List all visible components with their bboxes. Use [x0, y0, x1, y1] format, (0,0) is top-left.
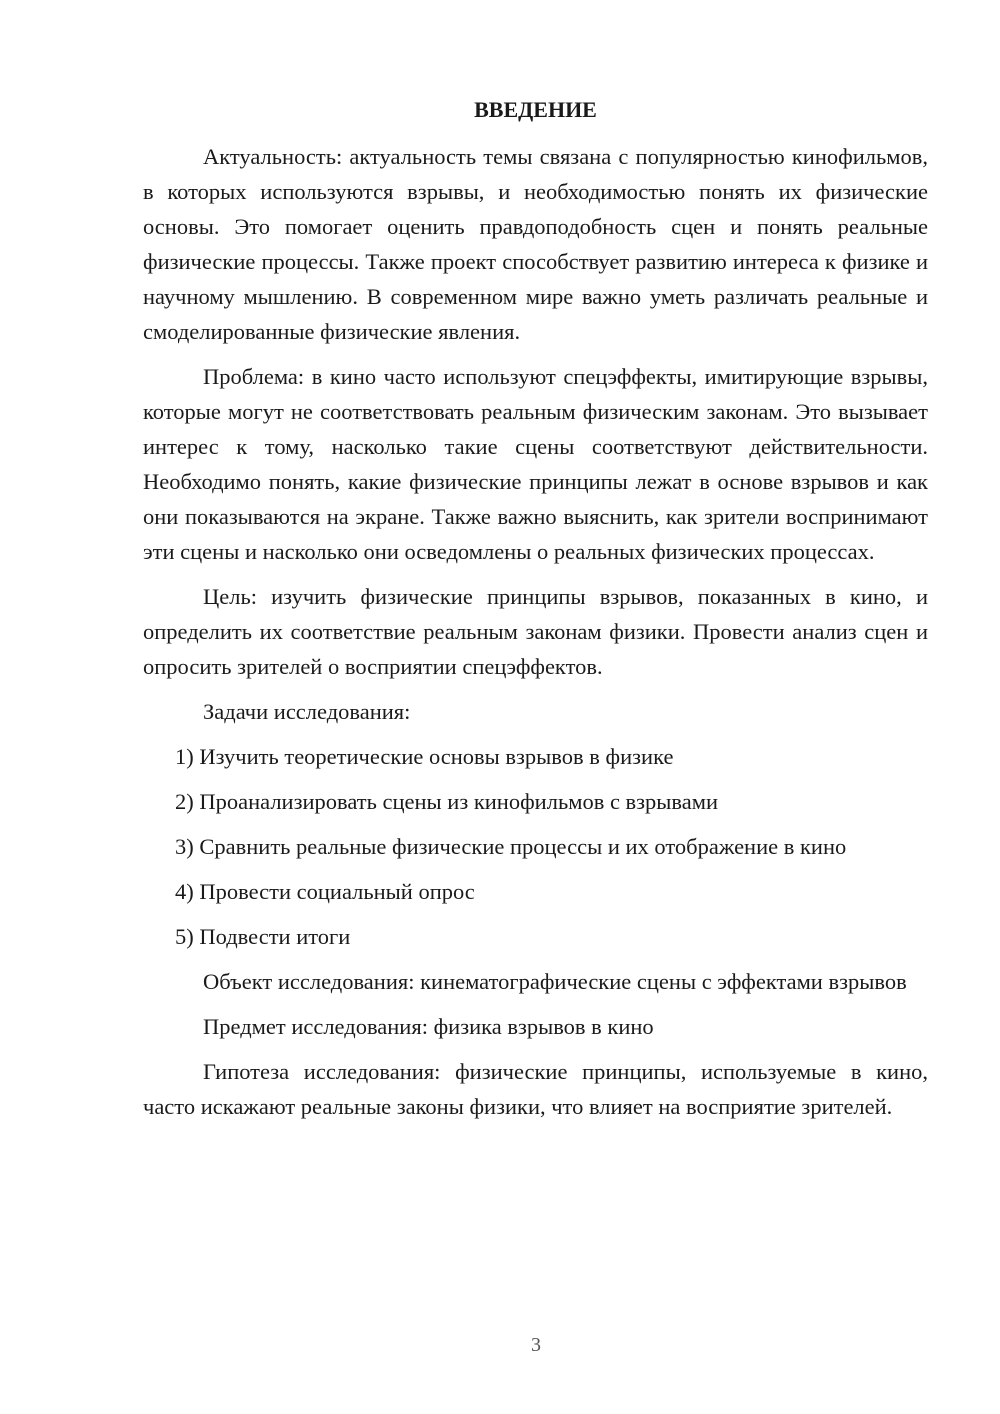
paragraph-tasks-heading: Задачи исследования:	[203, 699, 411, 724]
paragraph-object: Объект исследования: кинематографические сцены с эффектами взрывов	[203, 969, 907, 994]
list-item: 5) Подвести итоги	[175, 924, 351, 949]
paragraph-goal: Цель: изучить физические принципы взрывов, показанных в кино, и определить их соответствие реальным законам физики. Провести анализ сцен и опросить зрителей о восприятии спецэффектов.	[143, 584, 928, 679]
tasks-list	[143, 739, 928, 954]
page-content	[143, 94, 928, 1134]
paragraph-problem: Проблема: в кино часто используют спецэффекты, имитирующие взрывы, которые могут не соответствовать реальным физическим законам. Это вызывает интерес к тому, насколько такие сцены соответствуют действительности. Необходимо понять, какие физические принципы лежат в основе взрывов и как они показываются на экране. Также важно выяснить, как зрители воспринимают эти сцены и насколько они осведомлены о реальных физических процессах.	[143, 364, 928, 564]
page-title: ВВЕДЕНИЕ	[474, 97, 597, 122]
list-item: 2) Проанализировать сцены из кинофильмов с взрывами	[175, 789, 719, 814]
paragraph-relevance: Актуальность: актуальность темы связана с популярностью кинофильмов, в которых используются взрывы, и необходимостью понять их физические основы. Это помогает оценить правдоподобность сцен и понять реальные физические процессы. Также проект способствует развитию интереса к физике и научному мышлению. В современном мире важно уметь различать реальные и смоделированные физические явления.	[143, 144, 928, 344]
list-item: 4) Провести социальный опрос	[175, 879, 475, 904]
list-item: 1) Изучить теоретические основы взрывов в физике	[175, 744, 674, 769]
page-number: 3	[531, 1334, 541, 1356]
paragraph-hypothesis: Гипотеза исследования: физические принципы, используемые в кино, часто искажают реальные законы физики, что влияет на восприятие зрителей.	[143, 1059, 928, 1119]
list-item: 3) Сравнить реальные физические процессы и их отображение в кино	[175, 834, 847, 859]
paragraph-subject: Предмет исследования: физика взрывов в кино	[203, 1014, 654, 1039]
